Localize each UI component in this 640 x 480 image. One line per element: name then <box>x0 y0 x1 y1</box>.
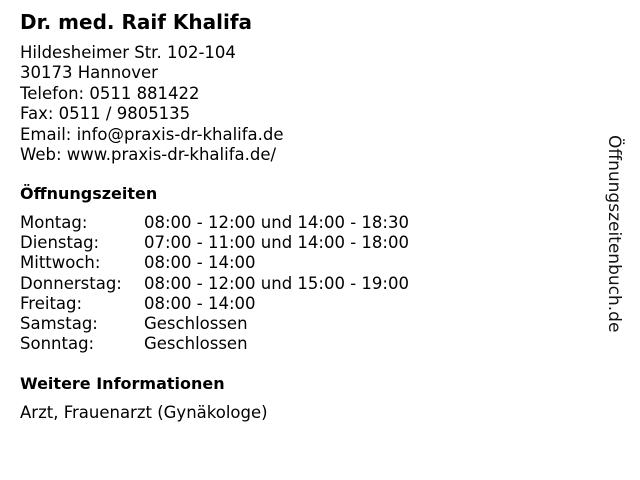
more-info-text: Arzt, Frauenarzt (Gynäkologe) <box>20 403 268 422</box>
email-address: Email: info@praxis-dr-khalifa.de <box>20 124 284 144</box>
phone-number: Telefon: 0511 881422 <box>20 83 200 103</box>
weekday-label: Donnerstag: <box>20 273 122 293</box>
opening-times: Geschlossen <box>144 334 248 354</box>
weekday-label: Dienstag: <box>20 233 100 253</box>
website-address: Web: www.praxis-dr-khalifa.de/ <box>20 145 277 165</box>
fax-number: Fax: 0511 / 9805135 <box>20 104 191 124</box>
contact-block <box>20 43 284 165</box>
hours-row <box>20 253 409 273</box>
address-city: 30173 Hannover <box>20 63 158 83</box>
page-title: Dr. med. Raif Khalifa <box>20 10 253 34</box>
hours-row <box>20 294 409 314</box>
opening-times: 07:00 - 11:00 und 14:00 - 18:00 <box>144 233 409 253</box>
opening-times: 08:00 - 12:00 und 14:00 - 18:30 <box>144 213 409 232</box>
weekday-label: Samstag: <box>20 314 98 334</box>
hours-row <box>20 233 409 253</box>
weekday-label: Sonntag: <box>20 334 95 354</box>
weekday-label: Freitag: <box>20 293 83 313</box>
hours-row <box>20 334 409 354</box>
opening-times: Geschlossen <box>144 314 248 334</box>
opening-times: 08:00 - 14:00 <box>144 253 256 273</box>
hours-row <box>20 314 409 334</box>
address-street: Hildesheimer Str. 102-104 <box>20 43 236 62</box>
hours-row <box>20 274 409 294</box>
opening-times: 08:00 - 12:00 und 15:00 - 19:00 <box>144 273 409 293</box>
weekday-label: Montag: <box>20 213 88 232</box>
opening-hours-table <box>20 213 409 354</box>
weekday-label: Mittwoch: <box>20 253 101 273</box>
side-brand-label: Öffnungszeitenbuch.de <box>604 135 624 333</box>
opening-hours-heading: Öffnungszeiten <box>20 184 158 203</box>
more-info-heading: Weitere Informationen <box>20 374 225 393</box>
hours-row <box>20 213 409 233</box>
opening-times: 08:00 - 14:00 <box>144 293 256 313</box>
